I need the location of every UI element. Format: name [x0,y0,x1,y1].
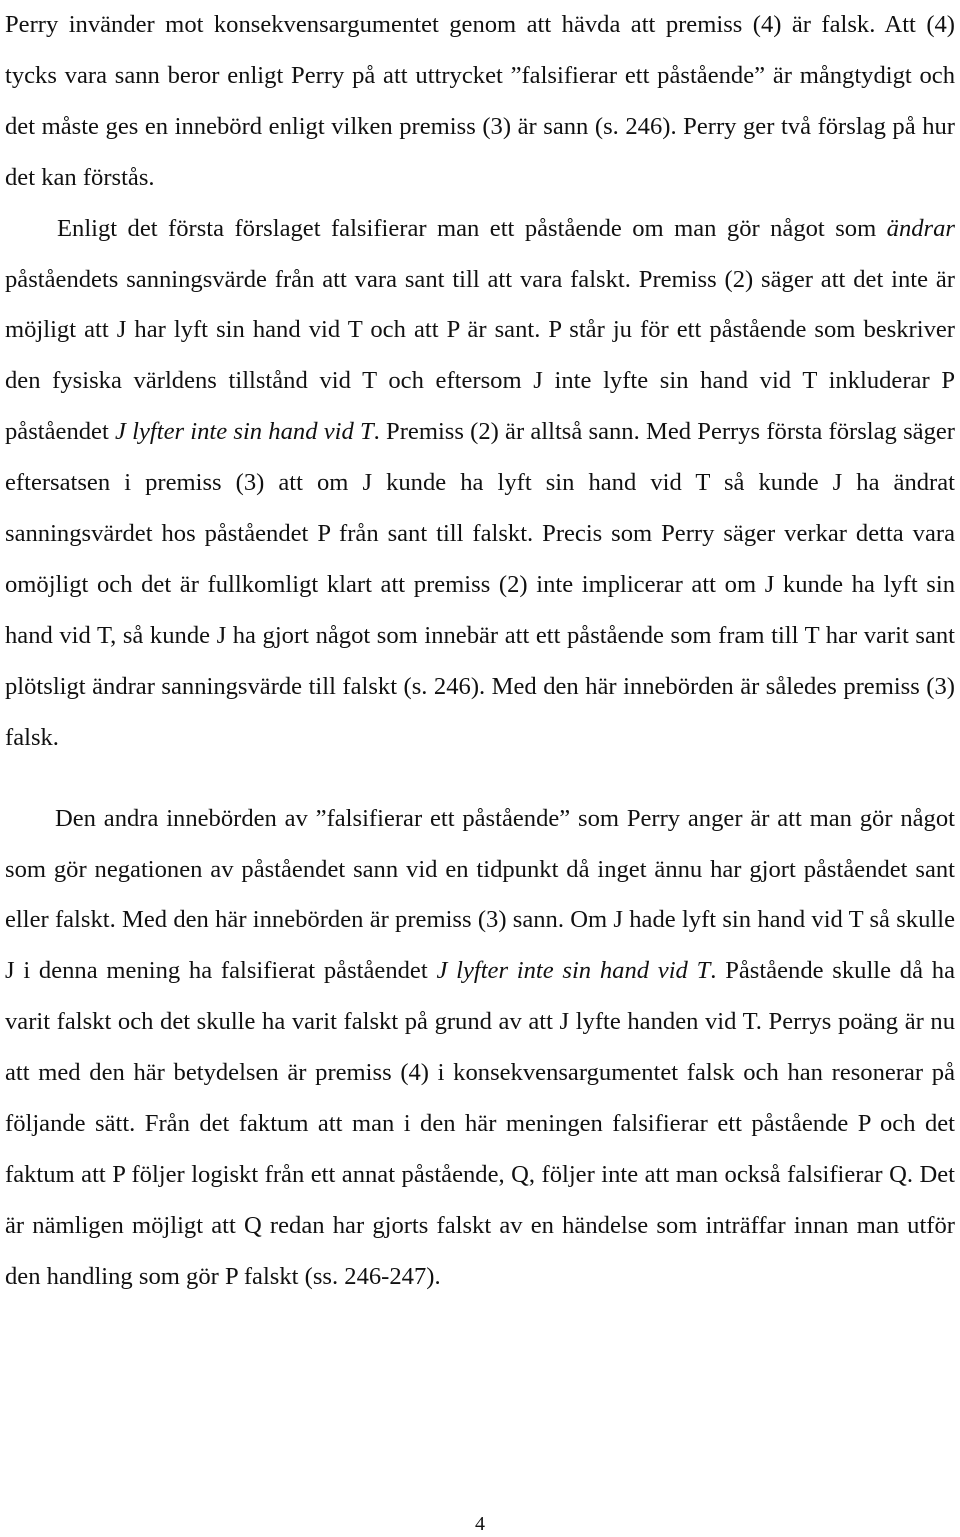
paragraph-3-text-b: . Påstående skulle då ha varit falskt och det skulle ha varit falskt på grund av att J lyfte handen vid T. Perrys poäng är nu att med den här betydelsen är premiss (4) i konsekvensargumentet falsk och han resonerar på följande sätt. Från det faktum att man i den här meningen falsifierar ett påstående P och det faktum att P följer logiskt från ett annat påstående, Q, följer inte att man också falsifierar Q. Det är nämligen möjligt att Q redan har gjorts falskt av en händelse som inträffar innan man utför den handling som gör P falskt (ss. 246-247). [5,957,955,1290]
paragraph-2-text-a: Enligt det första förslaget falsifierar man ett påstående om man gör något som [57,214,887,242]
paragraph-2-text-c: . Premiss (2) är alltså sann. Med Perrys första förslag säger eftersatsen i premiss (3) att om J kunde ha lyft sin hand vid T så kunde J ha ändrat sanningsvärdet hos påståendet P från sant till falskt. Precis som Perry säger verkar detta vara omöjligt och det är fullkomligt klart att premiss (2) inte implicerar att om J kunde ha lyft sin hand vid T, så kunde J ha gjort något som innebär att ett påstående som fram till T har varit sant plötsligt ändrar sanningsvärde till falskt (s. 246). Med den här innebörden är således premiss (3) falsk. [5,418,955,751]
paragraph-3-emphasis-statement: J lyfter inte sin hand vid T [436,957,711,985]
document-page [5,0,955,1303]
paragraph-1 [5,0,955,204]
paragraph-2 [5,204,955,764]
paragraph-2-emphasis-statement: J lyfter inte sin hand vid T [115,418,374,446]
paragraph-3 [5,794,955,1303]
paragraph-3-text-a: Den andra innebörden av ”falsifierar ett påstående” som Perry anger är att man gör något som gör negationen av påståendet sann vid en tidpunkt då inget ännu har gjort påståendet sant eller falskt. Med den här innebörden är premiss (3) sann. Om J hade lyft sin hand vid T så skulle J i denna mening ha falsifierat påståendet [5,804,955,985]
page-number: 4 [475,1513,485,1535]
paragraph-2-text-b: påståendets sanningsvärde från att vara sant till att vara falskt. Premiss (2) säger att det inte är möjligt att J har lyft sin hand vid T och att P är sant. P står ju för ett påstående som beskriver den fysiska världens tillstånd vid T och eftersom J inte lyfte sin hand vid T inkluderar P påståendet [5,265,955,446]
paragraph-2-emphasis-andrar: ändrar [886,214,955,242]
paragraph-1-text: Perry invänder mot konsekvensargumentet genom att hävda att premiss (4) är falsk. Att (4) tycks vara sann beror enligt Perry på att uttrycket ”falsifierar ett påstående” är mångtydigt och det måste ges en innebörd enligt vilken premiss (3) är sann (s. 246). Perry ger två förslag på hur det kan förstås. [5,11,955,191]
